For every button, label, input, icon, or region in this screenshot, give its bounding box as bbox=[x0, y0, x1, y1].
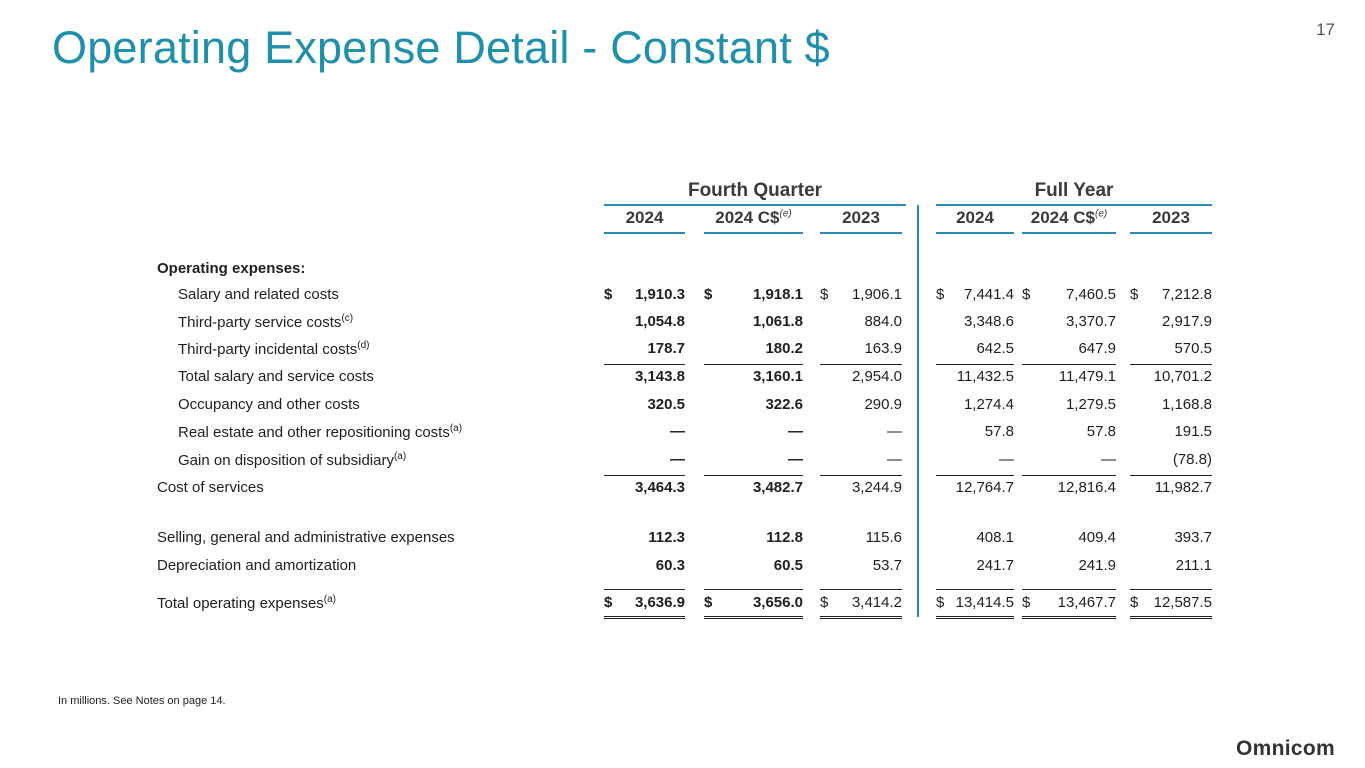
row-label: Gain on disposition of subsidiary$^{(a)}$ bbox=[178, 451, 407, 469]
table-cell bbox=[604, 594, 685, 619]
table-cell bbox=[820, 529, 902, 549]
table-cell bbox=[936, 529, 1014, 549]
table-cell bbox=[820, 396, 902, 416]
table-cell bbox=[1130, 451, 1212, 476]
table-cell bbox=[604, 286, 685, 306]
cell-value: 320.5 bbox=[647, 396, 685, 413]
cell-value: 13,414.5 bbox=[955, 594, 1014, 611]
cell-value: 211.1 bbox=[1175, 557, 1212, 574]
currency-symbol: $ bbox=[1130, 594, 1139, 611]
table-cell bbox=[1022, 368, 1116, 388]
cell-value: 393.7 bbox=[1174, 529, 1212, 546]
cell-value: 3,348.6 bbox=[963, 313, 1014, 330]
table-cell bbox=[1022, 529, 1116, 549]
row-label: Third-party incidental costs$^{(d)}$ bbox=[178, 340, 370, 358]
cell-value: 7,212.8 bbox=[1161, 286, 1212, 303]
table-cell bbox=[604, 557, 685, 577]
currency-symbol: $ bbox=[936, 594, 945, 611]
currency-symbol: $ bbox=[1130, 286, 1139, 303]
currency-symbol: $ bbox=[820, 594, 829, 611]
cell-value: 112.3 bbox=[648, 529, 685, 546]
cell-value: 57.8 bbox=[984, 423, 1014, 440]
table-cell bbox=[1022, 423, 1116, 443]
cell-value: — bbox=[788, 423, 803, 440]
total-rule bbox=[604, 589, 685, 590]
table-cell bbox=[936, 557, 1014, 577]
cell-value: 13,467.7 bbox=[1057, 594, 1116, 611]
table-cell bbox=[1022, 451, 1116, 476]
table-cell bbox=[936, 368, 1014, 388]
total-rule bbox=[936, 589, 1014, 590]
table-cell bbox=[1022, 557, 1116, 577]
column-header: 2024 bbox=[604, 208, 685, 234]
currency-symbol: $ bbox=[704, 286, 713, 303]
cell-value: 1,918.1 bbox=[752, 286, 803, 303]
table-cell bbox=[936, 286, 1014, 306]
cell-value: 642.5 bbox=[976, 340, 1014, 357]
cell-value: — bbox=[999, 451, 1014, 468]
cell-value: 884.0 bbox=[864, 313, 902, 330]
cell-value: 570.5 bbox=[1174, 340, 1212, 357]
row-label: Real estate and other repositioning costs$^{(a)}$ bbox=[178, 423, 463, 441]
table-cell bbox=[704, 423, 803, 443]
row-label: Total operating expenses$^{(a)}$ bbox=[157, 594, 337, 612]
cell-value: 1,274.4 bbox=[963, 396, 1014, 413]
cell-value: 7,441.4 bbox=[963, 286, 1014, 303]
table-cell bbox=[1130, 529, 1212, 549]
table-cell bbox=[604, 423, 685, 443]
cell-value: 3,244.9 bbox=[851, 479, 902, 496]
table-cell bbox=[1022, 594, 1116, 619]
cell-value: 1,279.5 bbox=[1065, 396, 1116, 413]
table-cell bbox=[1022, 396, 1116, 416]
cell-value: 60.3 bbox=[655, 557, 685, 574]
table-cell bbox=[704, 286, 803, 306]
cell-value: 12,816.4 bbox=[1057, 479, 1116, 496]
cell-value: 322.6 bbox=[765, 396, 803, 413]
table-cell bbox=[604, 529, 685, 549]
table-cell bbox=[1022, 340, 1116, 365]
column-header: 2024 C\$$^{(e)}$ bbox=[1022, 208, 1116, 234]
cell-value: 3,143.8 bbox=[634, 368, 685, 385]
currency-symbol: $ bbox=[820, 286, 829, 303]
cell-value: 3,464.3 bbox=[634, 479, 685, 496]
cell-value: — bbox=[788, 451, 803, 468]
table-cell bbox=[604, 451, 685, 476]
table-cell bbox=[936, 396, 1014, 416]
table-cell bbox=[1022, 286, 1116, 306]
table-cell bbox=[1130, 368, 1212, 388]
cell-value: 408.1 bbox=[976, 529, 1014, 546]
table-cell bbox=[936, 451, 1014, 476]
cell-value: 3,414.2 bbox=[851, 594, 902, 611]
cell-value: 191.5 bbox=[1174, 423, 1212, 440]
total-rule bbox=[1130, 589, 1212, 590]
column-header: 2024 C\$$^{(e)}$ bbox=[704, 208, 803, 234]
row-label: Operating expenses: bbox=[157, 260, 306, 277]
table-cell bbox=[1130, 479, 1212, 499]
table-cell bbox=[704, 368, 803, 388]
total-rule bbox=[704, 589, 803, 590]
cell-value: 2,954.0 bbox=[851, 368, 902, 385]
table-cell bbox=[936, 479, 1014, 499]
cell-value: 12,764.7 bbox=[955, 479, 1014, 496]
cell-value: 10,701.2 bbox=[1153, 368, 1212, 385]
cell-value: 57.8 bbox=[1086, 423, 1116, 440]
row-label: Salary and related costs bbox=[178, 286, 339, 303]
total-rule bbox=[820, 589, 902, 590]
row-label: Occupancy and other costs bbox=[178, 396, 360, 413]
cell-value: 3,656.0 bbox=[752, 594, 803, 611]
table-cell bbox=[820, 286, 902, 306]
omnicom-logo: Omnicom bbox=[1236, 737, 1335, 760]
cell-value: — bbox=[670, 423, 685, 440]
currency-symbol: $ bbox=[604, 594, 613, 611]
cell-value: 409.4 bbox=[1078, 529, 1116, 546]
table-cell bbox=[1130, 313, 1212, 333]
slide-title: Operating Expense Detail - Constant $ bbox=[52, 22, 830, 73]
cell-value: (78.8) bbox=[1172, 451, 1212, 468]
cell-value: — bbox=[887, 423, 902, 440]
cell-value: 2,917.9 bbox=[1161, 313, 1212, 330]
table-cell bbox=[604, 396, 685, 416]
table-cell bbox=[704, 557, 803, 577]
column-header: 2024 bbox=[936, 208, 1014, 234]
cell-value: 163.9 bbox=[864, 340, 902, 357]
table-cell bbox=[704, 340, 803, 365]
table-cell bbox=[1130, 396, 1212, 416]
column-header: 2023 bbox=[820, 208, 902, 234]
cell-value: 1,054.8 bbox=[634, 313, 685, 330]
table-cell bbox=[1130, 594, 1212, 619]
table-cell bbox=[604, 479, 685, 499]
footnote: In millions. See Notes on page 14. bbox=[58, 695, 226, 707]
cell-value: 7,460.5 bbox=[1065, 286, 1116, 303]
cell-value: — bbox=[1101, 451, 1116, 468]
cell-value: 1,910.3 bbox=[634, 286, 685, 303]
table-cell bbox=[604, 340, 685, 365]
cell-value: 11,982.7 bbox=[1154, 479, 1212, 496]
cell-value: 60.5 bbox=[773, 557, 803, 574]
row-label: Depreciation and amortization bbox=[157, 557, 357, 574]
table-cell bbox=[1022, 313, 1116, 333]
cell-value: 115.6 bbox=[865, 529, 902, 546]
cell-value: 1,168.8 bbox=[1161, 396, 1212, 413]
table-cell bbox=[936, 313, 1014, 333]
cell-value: — bbox=[887, 451, 902, 468]
table-cell bbox=[704, 479, 803, 499]
table-cell bbox=[820, 423, 902, 443]
table-cell bbox=[1130, 340, 1212, 365]
table-cell bbox=[1130, 286, 1212, 306]
table-cell bbox=[820, 340, 902, 365]
column-header: 2023 bbox=[1130, 208, 1212, 234]
table-cell bbox=[820, 479, 902, 499]
cell-value: 53.7 bbox=[872, 557, 902, 574]
currency-symbol: $ bbox=[1022, 594, 1031, 611]
table-cell bbox=[1022, 479, 1116, 499]
table-cell bbox=[704, 313, 803, 333]
page-number: 17 bbox=[1316, 20, 1335, 39]
table-cell bbox=[1130, 557, 1212, 577]
currency-symbol: $ bbox=[704, 594, 713, 611]
currency-symbol: $ bbox=[604, 286, 613, 303]
cell-value: 3,160.1 bbox=[752, 368, 803, 385]
cell-value: 112.8 bbox=[766, 529, 803, 546]
row-label: Third-party service costs$^{(c)}$ bbox=[178, 313, 354, 331]
table-cell bbox=[604, 313, 685, 333]
table-cell bbox=[820, 557, 902, 577]
table-cell bbox=[936, 340, 1014, 365]
cell-value: 11,432.5 bbox=[956, 368, 1014, 385]
table-cell bbox=[1130, 423, 1212, 443]
row-label: Cost of services bbox=[157, 479, 264, 496]
cell-value: 3,370.7 bbox=[1065, 313, 1116, 330]
table-cell bbox=[936, 594, 1014, 619]
cell-value: 1,061.8 bbox=[752, 313, 803, 330]
group-rule-year bbox=[936, 204, 1212, 206]
table-cell bbox=[820, 313, 902, 333]
cell-value: 1,906.1 bbox=[851, 286, 902, 303]
table-cell bbox=[820, 594, 902, 619]
cell-value: 3,482.7 bbox=[752, 479, 803, 496]
table-cell bbox=[704, 529, 803, 549]
table-cell bbox=[820, 368, 902, 388]
table-cell bbox=[704, 594, 803, 619]
table-cell bbox=[820, 451, 902, 476]
cell-value: 241.9 bbox=[1078, 557, 1116, 574]
cell-value: — bbox=[670, 451, 685, 468]
table-cell bbox=[704, 451, 803, 476]
cell-value: 241.7 bbox=[976, 557, 1014, 574]
table-cell bbox=[936, 423, 1014, 443]
column-divider bbox=[917, 205, 919, 617]
group-header-full-year: Full Year bbox=[1034, 180, 1114, 201]
row-label: Selling, general and administrative expenses bbox=[157, 529, 455, 546]
group-header-fourth-quarter: Fourth Quarter bbox=[687, 180, 823, 201]
cell-value: 180.2 bbox=[765, 340, 803, 357]
currency-symbol: $ bbox=[1022, 286, 1031, 303]
group-rule-quarter bbox=[604, 204, 906, 206]
table-cell bbox=[704, 396, 803, 416]
cell-value: 178.7 bbox=[647, 340, 685, 357]
cell-value: 11,479.1 bbox=[1058, 368, 1116, 385]
cell-value: 647.9 bbox=[1078, 340, 1116, 357]
cell-value: 290.9 bbox=[864, 396, 902, 413]
cell-value: 3,636.9 bbox=[634, 594, 685, 611]
table-cell bbox=[604, 368, 685, 388]
currency-symbol: $ bbox=[936, 286, 945, 303]
total-rule bbox=[1022, 589, 1116, 590]
row-label: Total salary and service costs bbox=[178, 368, 374, 385]
cell-value: 12,587.5 bbox=[1153, 594, 1212, 611]
